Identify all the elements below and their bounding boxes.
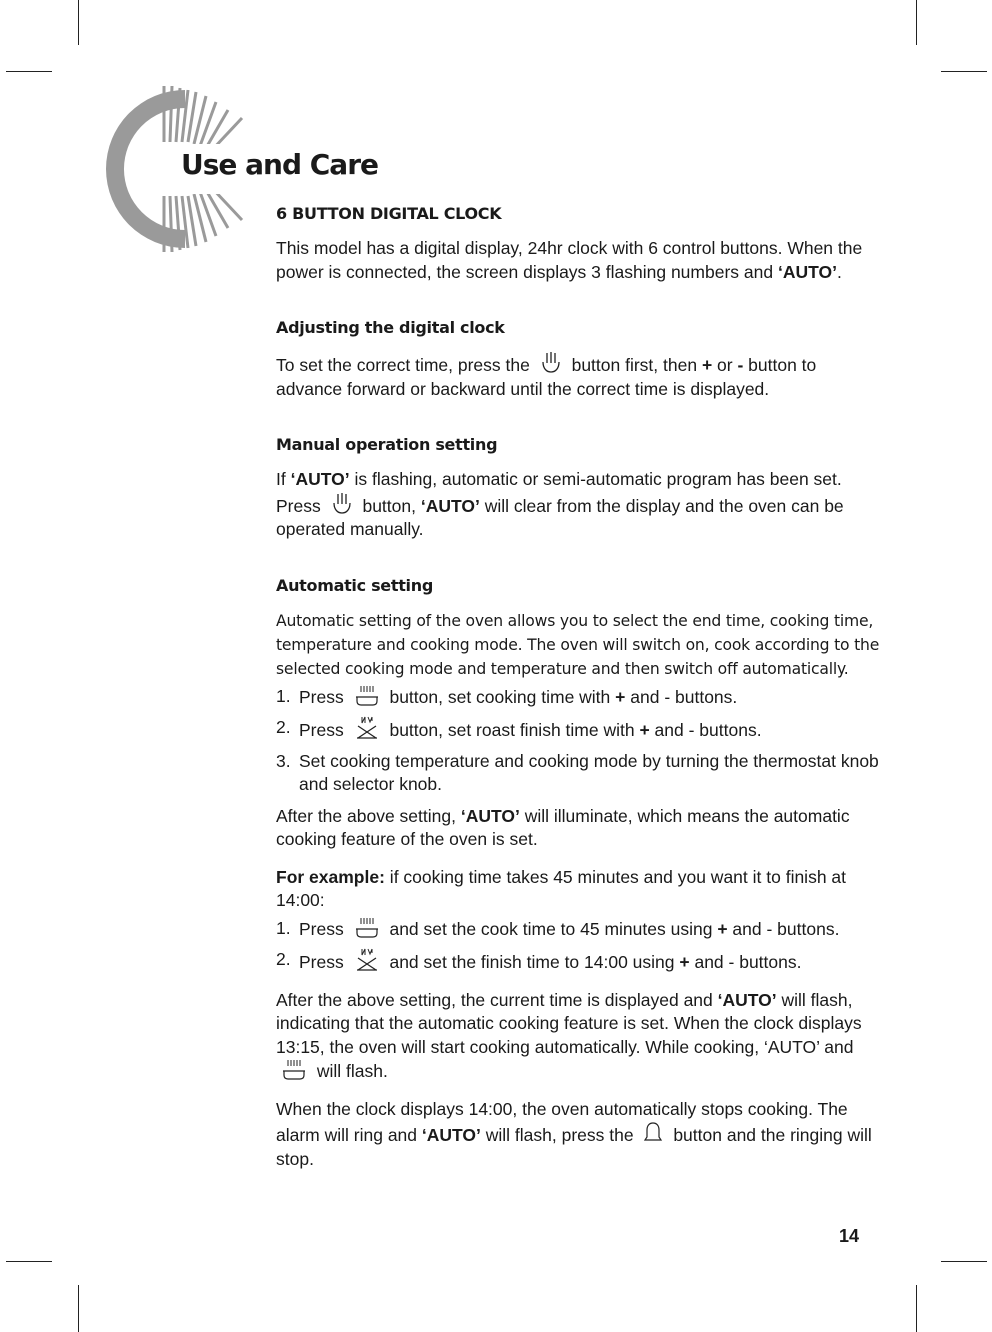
crop-mark-bottom-right-h	[941, 1261, 987, 1262]
manual-text-1: If	[276, 469, 291, 489]
crop-mark-top-left-h	[6, 71, 52, 72]
step-text: and - buttons.	[689, 952, 802, 972]
manual-paragraph	[276, 468, 886, 542]
auto-label: ‘AUTO’	[290, 469, 350, 489]
auto-label: ‘AUTO’	[717, 989, 777, 1010]
automatic-steps-list	[276, 685, 886, 797]
step-text: and - buttons.	[727, 918, 840, 939]
step-number: 1.	[276, 685, 291, 706]
step-text: Press	[299, 918, 349, 939]
stop-text-3: button and the ringing will stop.	[276, 1125, 872, 1169]
step-number: 1.	[276, 917, 291, 938]
step-text: and - buttons.	[625, 686, 738, 707]
list-item	[276, 917, 886, 942]
cooking-pot-icon	[354, 917, 380, 939]
list-item	[276, 750, 886, 797]
finish-time-icon	[354, 716, 380, 740]
cooking-pot-icon	[281, 1059, 307, 1081]
plus-label: +	[639, 720, 650, 740]
manual-text-4: will clear from the display and the oven can be operated manually.	[276, 495, 844, 539]
stop-text-2: will flash, press the	[480, 1125, 639, 1145]
intro-paragraph	[276, 237, 886, 284]
stop-paragraph	[276, 1098, 886, 1172]
example-steps-list	[276, 917, 886, 975]
plus-label: +	[615, 686, 626, 707]
crop-mark-bottom-left-h	[6, 1261, 52, 1262]
finish-time-icon	[354, 948, 380, 972]
intro-text: This model has a digital display, 24hr clock with 6 control buttons. When the power is connected, the screen displays 3 flashing numbers and	[276, 238, 863, 282]
automatic-heading: Automatic setting	[276, 575, 433, 595]
after-text-3: will flash.	[312, 1061, 388, 1081]
intro-period: .	[836, 261, 842, 282]
step-number: 2.	[276, 949, 291, 969]
bell-icon	[643, 1121, 663, 1145]
minus-label: -	[737, 355, 744, 375]
plus-label: +	[701, 355, 713, 375]
crop-mark-top-right-v	[916, 0, 917, 45]
adjusting-text-3: or	[712, 355, 738, 375]
after-text-2: will illuminate, which means the automatic cooking feature of the oven is set.	[276, 805, 850, 849]
adjusting-text-2: button first, then	[566, 355, 702, 375]
example-after-paragraph	[276, 989, 886, 1084]
manual-heading: Manual operation setting	[276, 435, 498, 454]
crop-mark-top-left-v	[78, 0, 79, 45]
plus-label: +	[717, 918, 728, 939]
after-text-1: After the above setting,	[276, 805, 461, 826]
automatic-intro: Automatic setting of the oven allows you to select the end time, cooking time, temperature and cooking mode. The oven will switch on, cook according to the selected cooking mode and temperature and then switch off automatically.	[276, 611, 880, 678]
step-text: Press	[299, 952, 349, 972]
auto-label: ‘AUTO’	[460, 805, 520, 826]
page-content	[276, 204, 886, 1171]
page-heading: 6 BUTTON DIGITAL CLOCK	[276, 204, 502, 223]
step-text: button, set cooking time with	[384, 686, 616, 707]
automatic-after-paragraph	[276, 805, 886, 852]
example-label: For example:	[276, 866, 385, 887]
adjusting-text-4: button to advance forward or backward until the correct time is displayed.	[276, 355, 817, 399]
hand-icon	[540, 351, 562, 375]
list-item	[276, 948, 886, 975]
after-text-2: will flash, indicating that the automatic cooking feature is set. When the clock displays 13:15, the oven will start cooking automatically. While cooking, ‘AUTO’ and	[276, 989, 862, 1057]
manual-text-2: is flashing, automatic or semi-automatic program has been set. Press	[276, 469, 842, 516]
after-text-1: After the above setting, the current time is displayed and	[276, 989, 718, 1010]
step-text: and - buttons.	[649, 720, 762, 740]
step-text: Press	[299, 686, 349, 707]
step-text: and set the cook time to 45 minutes using	[384, 918, 718, 939]
step-number: 3.	[276, 750, 291, 771]
section-title: Use and Care	[181, 148, 379, 181]
auto-label: ‘AUTO’	[421, 1125, 481, 1145]
step-number: 2.	[276, 717, 291, 737]
plus-label: +	[679, 952, 690, 972]
crop-mark-bottom-right-v	[916, 1285, 917, 1332]
manual-text-3: button,	[357, 495, 421, 516]
auto-label: ‘AUTO’	[777, 261, 837, 282]
page-number: 14	[839, 1226, 860, 1246]
step-text: button, set roast finish time with	[384, 720, 640, 740]
step-text: Press	[299, 720, 349, 740]
example-paragraph	[276, 866, 886, 913]
step-text: and set the finish time to 14:00 using	[384, 952, 680, 972]
example-text: if cooking time takes 45 minutes and you want it to finish at 14:00:	[276, 866, 847, 910]
step-text: Set cooking temperature and cooking mode by turning the thermostat knob and selector knob.	[299, 750, 879, 794]
list-item	[276, 716, 886, 743]
stop-text-1: When the clock displays 14:00, the oven automatically stops cooking. The alarm will ring and	[276, 1098, 848, 1145]
list-item	[276, 685, 886, 710]
cooking-pot-icon	[354, 685, 380, 707]
crop-mark-top-right-h	[941, 71, 987, 72]
crop-mark-bottom-left-v	[78, 1285, 79, 1332]
adjusting-text-1: To set the correct time, press the	[276, 355, 535, 375]
auto-label: ‘AUTO’	[420, 495, 480, 516]
hand-icon	[331, 492, 353, 516]
adjusting-paragraph	[276, 351, 886, 401]
adjusting-heading: Adjusting the digital clock	[276, 318, 505, 337]
